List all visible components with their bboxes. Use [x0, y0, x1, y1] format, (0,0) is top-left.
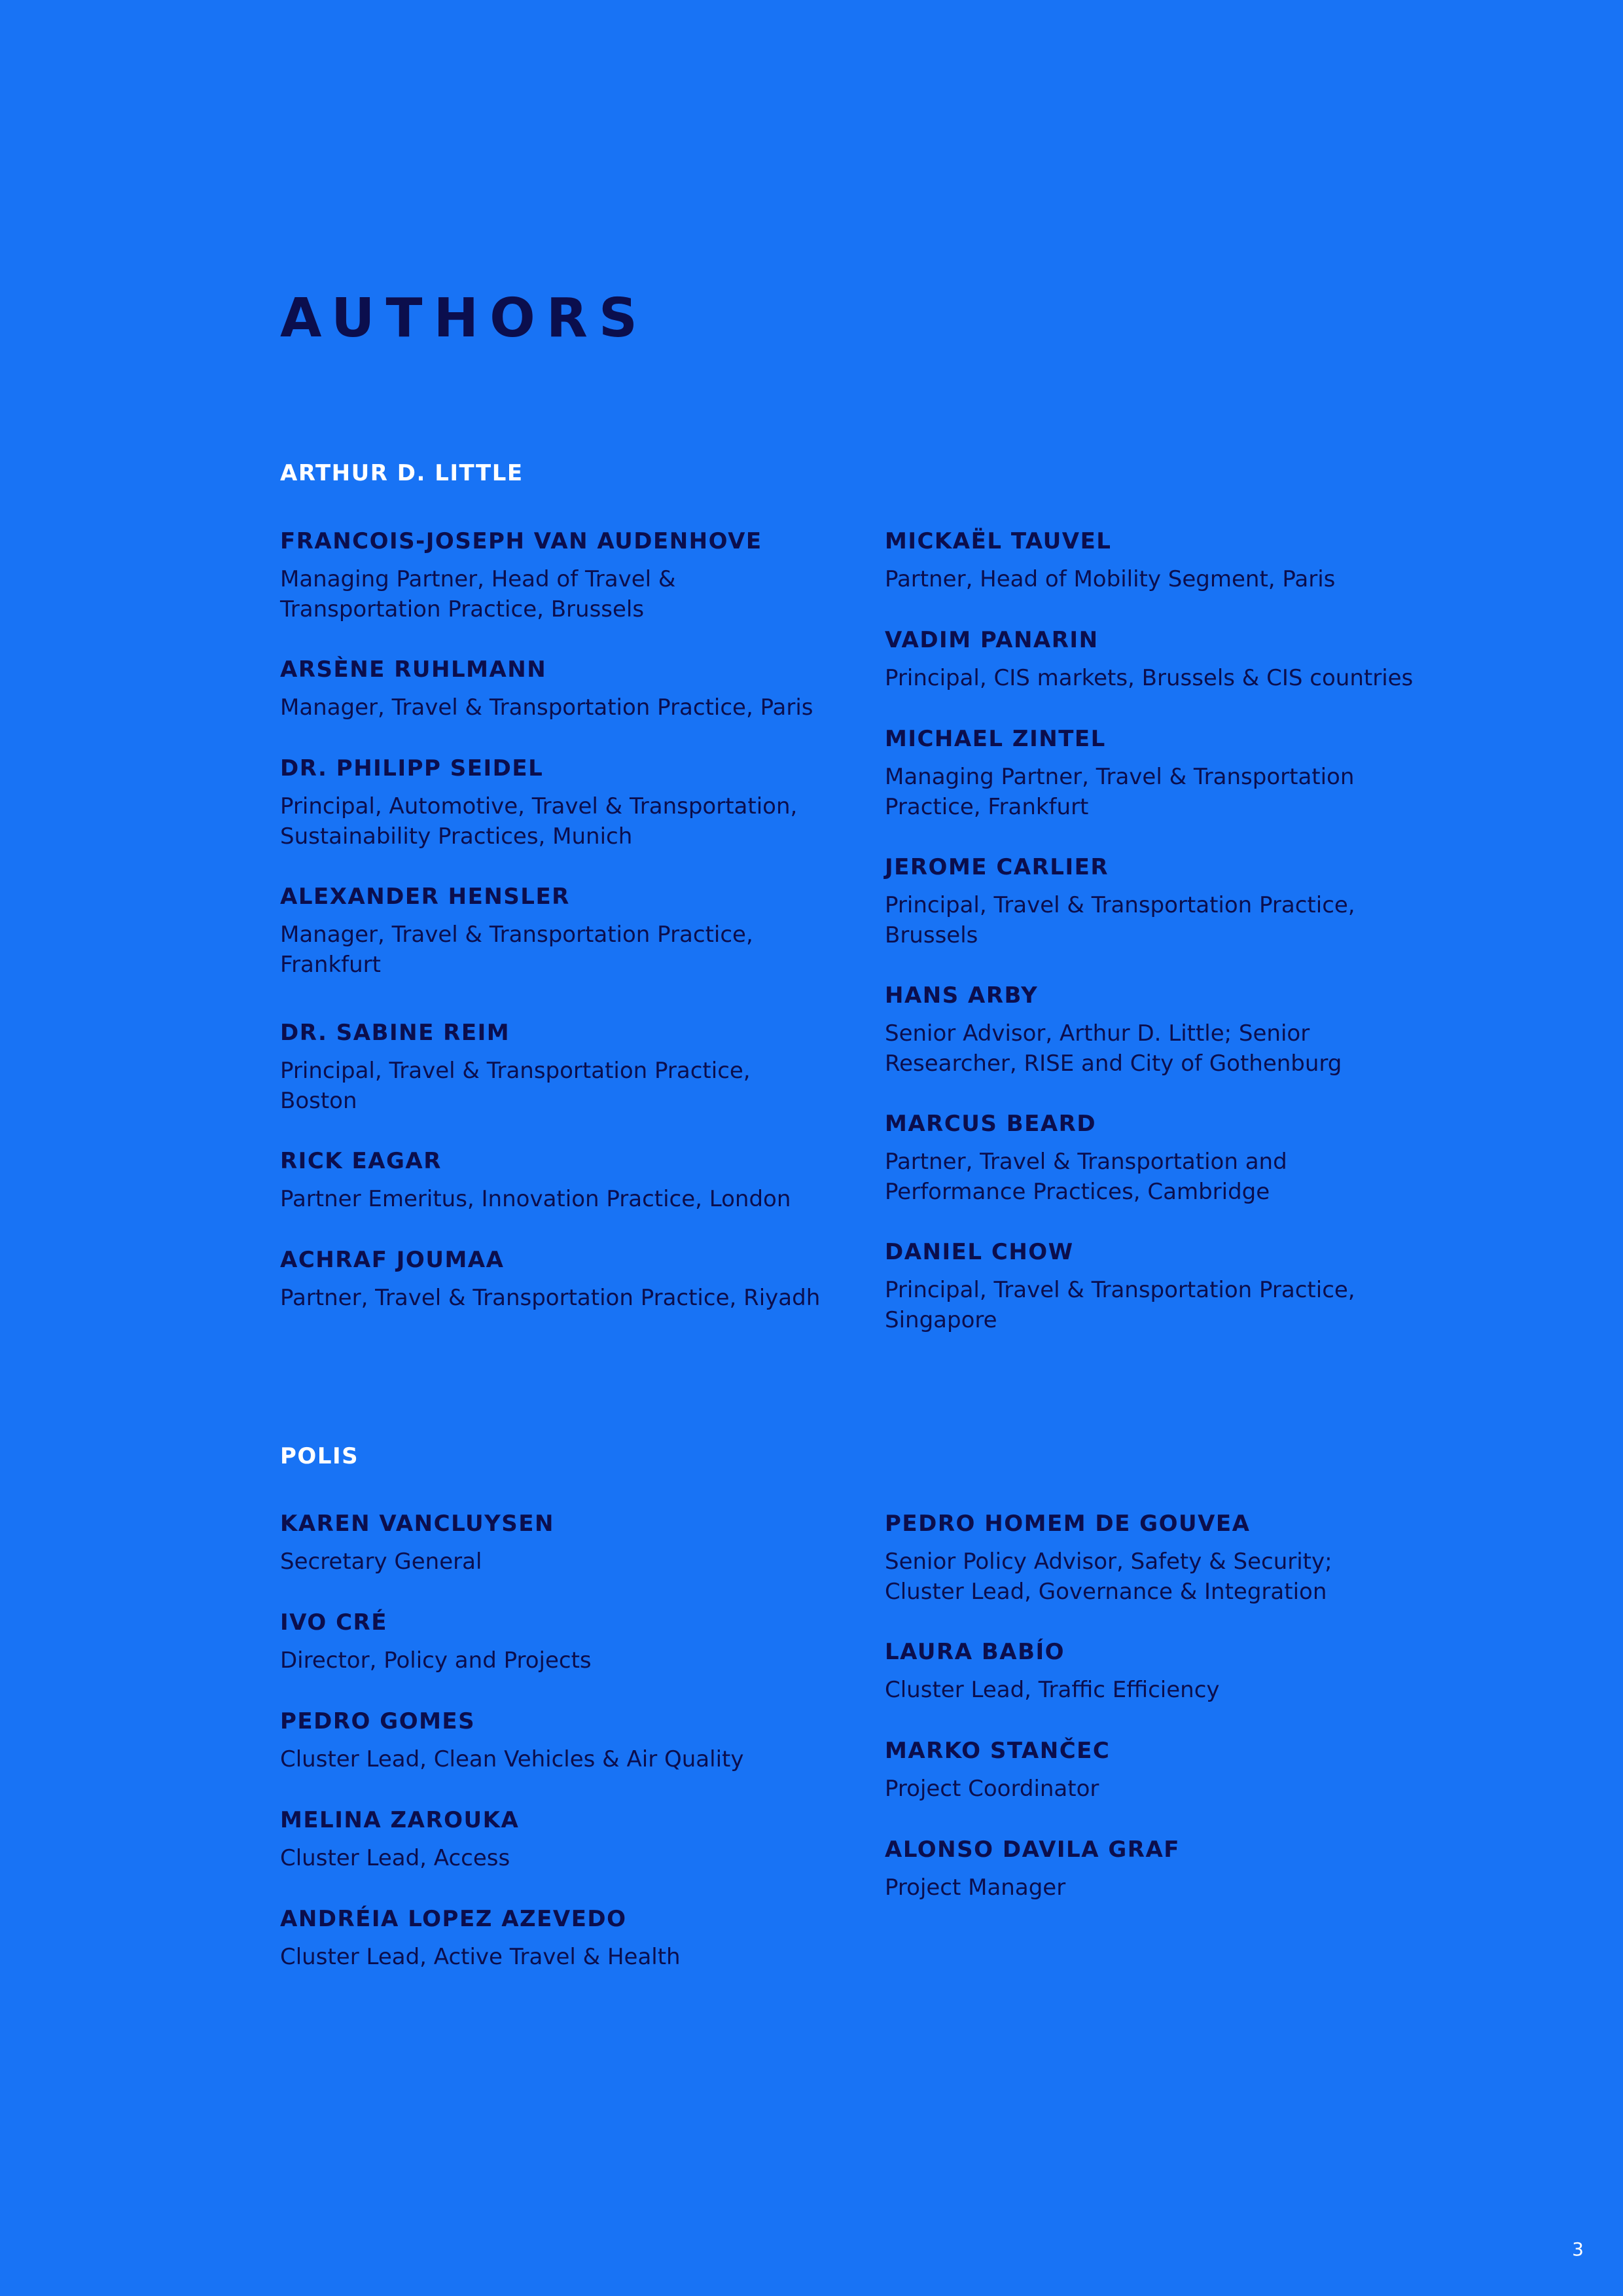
author-name: ACHRAF JOUMAA — [280, 1247, 505, 1273]
author-role: Director, Policy and Projects — [280, 1647, 592, 1674]
author-entry — [280, 658, 856, 723]
author-entry — [885, 1113, 1461, 1207]
author-role: Managing Partner, Head of Travel & Transportation Practice, Brussels — [280, 566, 676, 622]
author-entry — [885, 1740, 1461, 1804]
author-entry — [280, 757, 856, 852]
author-entry — [280, 1513, 856, 1577]
author-name: MICHAEL ZINTEL — [885, 726, 1106, 752]
author-entry — [280, 1809, 856, 1873]
author-entry — [885, 728, 1461, 822]
author-role: Manager, Travel & Transportation Practice, Frankfurt — [280, 922, 753, 978]
author-role: Principal, Travel & Transportation Practice, Singapore — [885, 1277, 1355, 1333]
author-role: Principal, CIS markets, Brussels & CIS countries — [885, 665, 1414, 691]
section-heading-arthur-d-little: ARTHUR D. LITTLE — [280, 460, 524, 486]
author-role: Managing Partner, Travel & Transportation Practice, Frankfurt — [885, 764, 1355, 820]
author-role: Principal, Travel & Transportation Practice, Brussels — [885, 892, 1355, 948]
author-role: Secretary General — [280, 1549, 482, 1575]
author-name: DR. SABINE REIM — [280, 1020, 510, 1046]
author-name: ALEXANDER HENSLER — [280, 884, 570, 910]
author-entry — [885, 1513, 1461, 1607]
author-name: MICKAËL TAUVEL — [885, 528, 1112, 554]
section-heading-polis: POLIS — [280, 1443, 359, 1469]
author-name: LAURA BABÍO — [885, 1639, 1065, 1665]
author-entry — [885, 984, 1461, 1079]
author-role: Partner, Travel & Transportation Practice, Riyadh — [280, 1285, 821, 1311]
author-entry — [885, 1839, 1461, 1903]
author-entry — [280, 1249, 856, 1313]
author-role: Senior Policy Advisor, Safety & Security; Cluster Lead, Governance & Integration — [885, 1549, 1332, 1605]
author-entry — [280, 530, 856, 624]
author-role: Manager, Travel & Transportation Practice, Paris — [280, 694, 813, 721]
author-entry — [280, 1150, 856, 1214]
author-entry — [885, 856, 1461, 950]
author-name: DANIEL CHOW — [885, 1239, 1074, 1265]
author-name: PEDRO GOMES — [280, 1708, 476, 1734]
author-name: RICK EAGAR — [280, 1148, 442, 1174]
author-role: Principal, Travel & Transportation Practice, Boston — [280, 1058, 751, 1114]
author-name: ARSÈNE RUHLMANN — [280, 656, 547, 683]
author-role: Cluster Lead, Active Travel & Health — [280, 1944, 681, 1970]
author-role: Partner Emeritus, Innovation Practice, London — [280, 1186, 791, 1212]
author-role: Partner, Head of Mobility Segment, Paris — [885, 566, 1336, 592]
author-name: MELINA ZAROUKA — [280, 1807, 520, 1833]
author-name: ANDRÉIA LOPEZ AZEVEDO — [280, 1906, 627, 1932]
author-name: VADIM PANARIN — [885, 627, 1099, 653]
author-entry — [885, 1241, 1461, 1335]
author-name: HANS ARBY — [885, 982, 1039, 1009]
page-title: AUTHORS — [280, 287, 649, 350]
author-entry — [280, 886, 856, 980]
author-name: JEROME CARLIER — [885, 854, 1109, 880]
author-role: Cluster Lead, Access — [280, 1845, 510, 1871]
author-role: Partner, Travel & Transportation and Performance Practices, Cambridge — [885, 1149, 1287, 1205]
author-role: Cluster Lead, Traffic Efficiency — [885, 1677, 1220, 1703]
author-name: MARCUS BEARD — [885, 1111, 1097, 1137]
author-name: MARKO STANČEC — [885, 1738, 1111, 1764]
author-entry — [280, 1022, 856, 1116]
author-role: Project Manager — [885, 1874, 1066, 1901]
author-entry — [280, 1710, 856, 1774]
author-entry — [885, 530, 1461, 594]
author-role: Principal, Automotive, Travel & Transportation, Sustainability Practices, Munich — [280, 793, 798, 850]
author-entry — [885, 1641, 1461, 1705]
author-entry — [280, 1908, 856, 1972]
author-name: ALONSO DAVILA GRAF — [885, 1837, 1180, 1863]
author-role: Project Coordinator — [885, 1776, 1099, 1802]
author-entry — [280, 1611, 856, 1676]
author-name: FRANCOIS-JOSEPH VAN AUDENHOVE — [280, 528, 762, 554]
author-name: PEDRO HOMEM DE GOUVEA — [885, 1511, 1251, 1537]
author-role: Cluster Lead, Clean Vehicles & Air Quality — [280, 1746, 744, 1772]
author-name: IVO CRÉ — [280, 1609, 387, 1636]
author-entry — [885, 629, 1461, 693]
author-role: Senior Advisor, Arthur D. Little; Senior Researcher, RISE and City of Gothenburg — [885, 1020, 1342, 1077]
author-name: KAREN VANCLUYSEN — [280, 1511, 554, 1537]
page-number: 3 — [1572, 2238, 1584, 2260]
author-name: DR. PHILIPP SEIDEL — [280, 755, 544, 781]
